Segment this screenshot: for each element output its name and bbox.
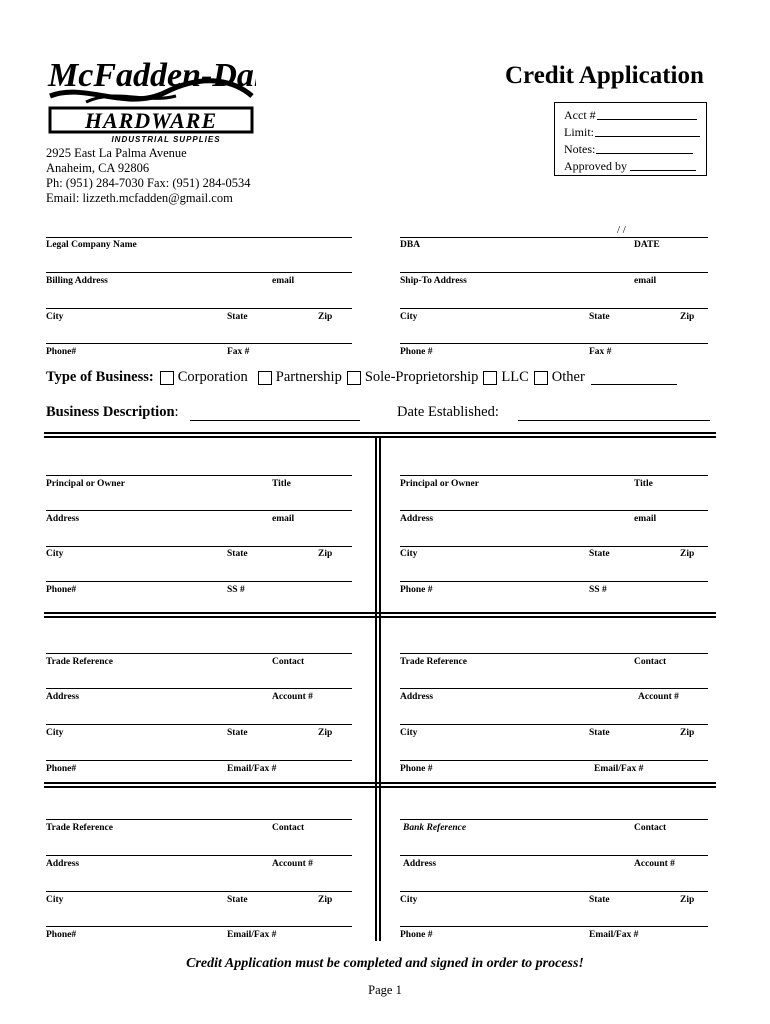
address-line2: Anaheim, CA 92806 — [46, 161, 150, 175]
ship-phone-label: Phone # — [400, 347, 433, 357]
billing-state-label: State — [227, 312, 248, 322]
principal-address-line-left[interactable] — [46, 510, 352, 511]
ship-phone-line[interactable] — [400, 343, 708, 344]
company-logo — [46, 52, 256, 144]
completion-notice: Credit Application must be completed and signed in order to process! — [186, 956, 584, 971]
billing-city-line[interactable] — [46, 308, 352, 309]
principal-state-left: State — [227, 549, 248, 559]
page-number: Page 1 — [368, 983, 402, 997]
trade-ref3-label: Trade Reference — [46, 823, 113, 833]
dba-line[interactable] — [400, 237, 708, 238]
partnership-checkbox[interactable] — [258, 371, 272, 385]
trade-ref2-address-line[interactable] — [400, 688, 708, 689]
bank-ref-city: City — [400, 895, 418, 905]
ship-city-line[interactable] — [400, 308, 708, 309]
principal-address-right: Address — [400, 514, 434, 524]
section-divider-lower — [44, 782, 716, 788]
notes-field[interactable] — [596, 141, 693, 154]
business-description-field[interactable] — [190, 420, 360, 421]
bank-ref-contact: Contact — [634, 823, 667, 833]
trade-ref1-email-fax: Email/Fax # — [227, 764, 277, 774]
date-slashes: / / — [617, 224, 626, 236]
principal-city-line-right[interactable] — [400, 546, 708, 547]
limit-field[interactable] — [595, 124, 700, 137]
billing-address-label: Billing Address — [46, 276, 108, 286]
corporation-option: Corporation — [177, 369, 248, 385]
date-established-label: Date Established: — [397, 404, 499, 420]
billing-city-label: City — [46, 312, 64, 322]
section-divider-middle — [44, 612, 716, 618]
trade-ref2-address: Address — [400, 692, 434, 702]
company-address — [46, 146, 251, 206]
bank-ref-label: Bank Reference — [403, 823, 467, 833]
trade-ref1-city: City — [46, 728, 64, 738]
trade-ref1-city-line[interactable] — [46, 724, 352, 725]
trade-ref3-phone-line[interactable] — [46, 926, 352, 927]
acct-field[interactable] — [597, 107, 697, 120]
principal-line-left[interactable] — [46, 475, 352, 476]
acct-label: Acct # — [564, 108, 596, 122]
trade-ref2-zip: Zip — [680, 728, 695, 738]
principal-ss-left: SS # — [227, 585, 245, 595]
trade-ref2-city-line[interactable] — [400, 724, 708, 725]
trade-ref1-zip: Zip — [318, 728, 333, 738]
principal-label-left: Principal or Owner — [46, 479, 125, 489]
trade-ref1-address: Address — [46, 692, 80, 702]
business-type-label: Type of Business: — [46, 369, 154, 385]
notes-label: Notes: — [564, 142, 596, 156]
llc-checkbox[interactable] — [483, 371, 497, 385]
trade-ref2-line[interactable] — [400, 653, 708, 654]
trade-ref2-state: State — [589, 728, 610, 738]
legal-name-label: Legal Company Name — [46, 240, 137, 250]
principal-phone-line-left[interactable] — [46, 581, 352, 582]
date-label: DATE — [634, 240, 660, 250]
approved-label: Approved by — [564, 159, 627, 173]
principal-city-line-left[interactable] — [46, 546, 352, 547]
logo-script-text: McFadden-Dale — [48, 57, 256, 94]
billing-address-line[interactable] — [46, 272, 352, 273]
trade-ref1-line[interactable] — [46, 653, 352, 654]
billing-email-label: email — [272, 276, 295, 286]
sole-proprietorship-checkbox[interactable] — [347, 371, 361, 385]
principal-title-right: Title — [634, 479, 653, 489]
trade-ref3-account: Account # — [272, 859, 313, 869]
principal-label-right: Principal or Owner — [400, 479, 479, 489]
bank-ref-city-line[interactable] — [400, 891, 708, 892]
trade-ref1-label: Trade Reference — [46, 657, 113, 667]
principal-city-right: City — [400, 549, 418, 559]
bank-ref-address: Address — [403, 859, 437, 869]
limit-label: Limit: — [564, 125, 594, 139]
contact-email: Email: lizzeth.mcfadden@gmail.com — [46, 191, 233, 205]
ship-email-label: email — [634, 276, 657, 286]
bank-ref-line[interactable] — [400, 819, 708, 820]
business-type-row — [46, 369, 677, 386]
principal-email-left: email — [272, 514, 295, 524]
address-line1: 2925 East La Palma Avenue — [46, 146, 187, 160]
ship-to-label: Ship-To Address — [400, 276, 467, 286]
other-field[interactable] — [591, 371, 677, 385]
page-title: Credit Application — [505, 62, 704, 89]
trade-ref1-contact: Contact — [272, 657, 305, 667]
bank-ref-phone: Phone # — [400, 930, 433, 940]
principal-ss-right: SS # — [589, 585, 607, 595]
principal-zip-right: Zip — [680, 549, 695, 559]
business-description-label: Business Description — [46, 404, 175, 420]
logo-hardware-text: HARDWARE — [84, 108, 218, 133]
trade-ref2-phone: Phone # — [400, 764, 433, 774]
principal-zip-left: Zip — [318, 549, 333, 559]
principal-phone-left: Phone# — [46, 585, 77, 595]
trade-ref3-phone: Phone# — [46, 930, 77, 940]
ship-fax-label: Fax # — [589, 347, 612, 357]
logo-sub-text: INDUSTRIAL SUPPLIES — [111, 135, 221, 144]
principal-title-left: Title — [272, 479, 291, 489]
principal-phone-right: Phone # — [400, 585, 433, 595]
trade-ref1-account: Account # — [272, 692, 313, 702]
trade-ref2-city: City — [400, 728, 418, 738]
ship-city-label: City — [400, 312, 418, 322]
sole-proprietorship-option: Sole-Proprietorship — [364, 369, 479, 385]
trade-ref1-phone-line[interactable] — [46, 760, 352, 761]
trade-ref1-state: State — [227, 728, 248, 738]
trade-ref1-phone: Phone# — [46, 764, 77, 774]
principal-phone-line-right[interactable] — [400, 581, 708, 582]
office-use-box — [554, 102, 707, 176]
vertical-divider — [375, 438, 381, 941]
trade-ref2-account: Account # — [638, 692, 679, 702]
corporation-checkbox[interactable] — [160, 371, 174, 385]
legal-name-line[interactable] — [46, 237, 352, 238]
trade-ref3-contact: Contact — [272, 823, 305, 833]
ship-zip-label: Zip — [680, 312, 695, 322]
billing-phone-line[interactable] — [46, 343, 352, 344]
bank-ref-state: State — [589, 895, 610, 905]
ship-to-line[interactable] — [400, 272, 708, 273]
trade-ref3-city-line[interactable] — [46, 891, 352, 892]
business-description-colon: : — [174, 404, 179, 420]
principal-email-right: email — [634, 514, 657, 524]
trade-ref1-address-line[interactable] — [46, 688, 352, 689]
dba-label: DBA — [400, 240, 421, 250]
other-option: Other — [551, 369, 585, 385]
billing-fax-label: Fax # — [227, 347, 250, 357]
bank-ref-account: Account # — [634, 859, 675, 869]
phone-fax: Ph: (951) 284-7030 Fax: (951) 284-0534 — [46, 176, 251, 190]
llc-option: LLC — [501, 369, 529, 385]
approved-field[interactable] — [630, 158, 696, 171]
partnership-option: Partnership — [275, 369, 342, 385]
principal-address-line-right[interactable] — [400, 510, 708, 511]
principal-line-right[interactable] — [400, 475, 708, 476]
principal-city-left: City — [46, 549, 64, 559]
trade-ref2-phone-line[interactable] — [400, 760, 708, 761]
principal-address-left: Address — [46, 514, 80, 524]
bank-ref-address-line[interactable] — [400, 855, 708, 856]
billing-phone-label: Phone# — [46, 347, 77, 357]
trade-ref3-city: City — [46, 895, 64, 905]
date-established-field[interactable] — [518, 420, 710, 421]
trade-ref3-address-line[interactable] — [46, 855, 352, 856]
trade-ref3-line[interactable] — [46, 819, 352, 820]
trade-ref3-address: Address — [46, 859, 80, 869]
billing-zip-label: Zip — [318, 312, 333, 322]
other-checkbox[interactable] — [534, 371, 548, 385]
trade-ref2-contact: Contact — [634, 657, 667, 667]
principal-state-right: State — [589, 549, 610, 559]
trade-ref3-email-fax: Email/Fax # — [227, 930, 277, 940]
ship-state-label: State — [589, 312, 610, 322]
trade-ref3-state: State — [227, 895, 248, 905]
trade-ref2-label: Trade Reference — [400, 657, 467, 667]
bank-ref-zip: Zip — [680, 895, 695, 905]
business-description-row — [46, 404, 179, 421]
trade-ref3-zip: Zip — [318, 895, 333, 905]
bank-ref-phone-line[interactable] — [400, 926, 708, 927]
trade-ref2-email-fax: Email/Fax # — [594, 764, 644, 774]
bank-ref-email-fax: Email/Fax # — [589, 930, 639, 940]
